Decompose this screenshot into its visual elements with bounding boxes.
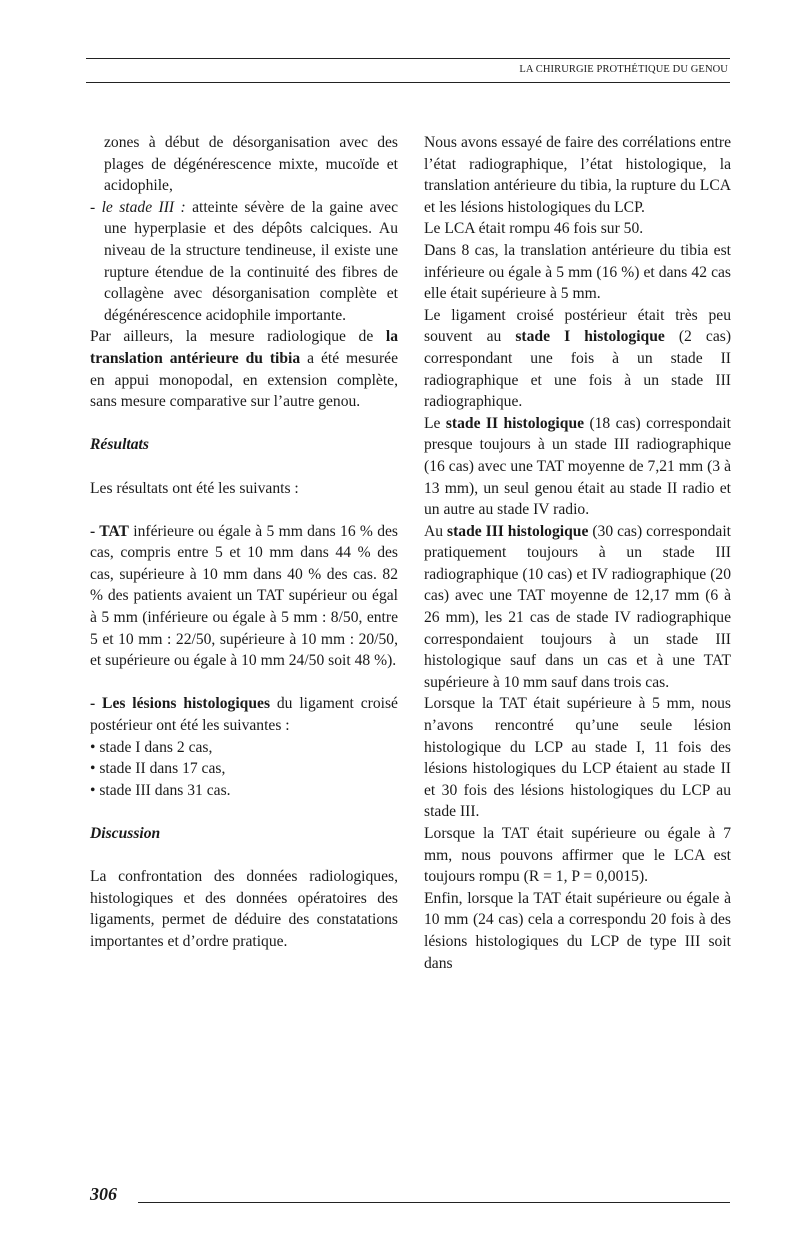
left-column bbox=[90, 132, 398, 953]
paragraph-discussion: La confrontation des données radiologiques, histologiques et des données opératoires des ligaments, permet de déduire des constatations importantes et d’ordre pratique. bbox=[90, 868, 398, 950]
paragraph-tat-measure: Par ailleurs, la mesure radiologique de la translation antérieure du tibia a été mesurée en appui monopodal, en extension complète, sans mesure comparative sur l’autre genou. bbox=[90, 328, 399, 411]
paragraph-stade-ii: Le stade II histologique (18 cas) correspondait presque toujours à un stade III radiographique (16 cas) avec une TAT moyenne de 7,21 mm (3 à 13 mm), un seul genou était au stade II radio et un autre au stade IV radio. bbox=[424, 414, 731, 519]
running-header: LA CHIRURGIE PROTHÉTIQUE DU GENOU bbox=[519, 64, 728, 75]
paragraph-tat-cases: Dans 8 cas, la translation antérieure du tibia est inférieure ou égale à 5 mm (16 %) et dans 42 cas elle était supérieure à 5 mm. bbox=[424, 241, 731, 303]
page-number: 306 bbox=[90, 1184, 117, 1204]
stade-ii-term: stade II histologique bbox=[445, 414, 585, 432]
stade-iii-term: stade III histologique bbox=[447, 522, 589, 540]
footer-rule bbox=[138, 1202, 730, 1203]
heading-results: Résultats bbox=[90, 436, 149, 454]
paragraph-tat-5mm: Lorsque la TAT était supérieure à 5 mm, nous n’avons rencontré qu’une seule lésion histologique du LCP au stade I, 11 fois des lésions histologiques du LCP étaient au stade II et 30 fois des lésions histologiques du LCP au stade III. bbox=[424, 695, 731, 821]
paragraph-stade-i: Le ligament croisé postérieur était très peu souvent au stade I histologique (2 cas) correspondant une fois à un stade II radiographique et une fois à un stade III radiographique. bbox=[424, 306, 732, 411]
paragraph-tat-7mm: Lorsque la TAT était supérieure ou égale à 7 mm, nous pouvons affirmer que le LCA est toujours rompu (R = 1, P = 0,0015). bbox=[424, 825, 731, 886]
paragraph-stade-iii-histo: Au stade III histologique (30 cas) correspondait pratiquement toujours à un stade III radiographique (10 cas) et IV radiographique (20 cas) avec une TAT moyenne de 12,17 mm (6 à 26 mm), les 21 cas de stade IV radiographique correspondaient toujours à un stade III histologique sauf dans un cas et à une TAT supérieure à 10 mm sauf dans trois cas. bbox=[424, 522, 731, 691]
paragraph-tat-10mm: Enfin, lorsque la TAT était supérieure ou égale à 10 mm (24 cas) cela a correspondu 20 fois à des lésions histologiques du LCP de type III soit dans bbox=[424, 889, 731, 972]
stade-iii-label: le stade III : bbox=[101, 198, 186, 216]
heading-discussion: Discussion bbox=[90, 825, 161, 842]
list-item: • stade I dans 2 cas, bbox=[90, 738, 213, 756]
right-column bbox=[424, 132, 731, 974]
paragraph-lesions: - Les lésions histologiques du ligament croisé postérieur ont été les suivantes : bbox=[90, 695, 398, 735]
stade-i-term: stade I histologique bbox=[515, 328, 665, 346]
lesions-label: - Les lésions histologiques bbox=[90, 695, 271, 713]
results-intro: Les résultats ont été les suivants : bbox=[90, 479, 299, 497]
paragraph-correlations: Nous avons essayé de faire des corrélations entre l’état radiographique, l’état histologique, la translation antérieure du tibia, la rupture du LCA et les lésions histologiques du LCP. bbox=[424, 134, 731, 216]
paragraph-stade-ii-end: zones à début de désorganisation avec des plages de dégénérescence mixte, mucoïde et acidophile, bbox=[104, 134, 398, 195]
header-rule-top bbox=[86, 58, 730, 59]
tat-term: la translation antérieure du tibia bbox=[90, 328, 398, 367]
paragraph-stade-iii: - le stade III : atteinte sévère de la gaine avec une hyperplasie et des dépôts calciques. Au niveau de la structure tendineuse, il existe une rupture étendue de la continuité des fibres de collagène avec désorganisation complète et dégénérescence acidophile importante. bbox=[90, 198, 399, 324]
paragraph-lca-rupture: Le LCA était rompu 46 fois sur 50. bbox=[424, 220, 644, 238]
paragraph-tat-results: - TAT inférieure ou égale à 5 mm dans 16 % des cas, compris entre 5 et 10 mm dans 44 % des cas, supérieure à 10 mm dans 40 % des cas. 82 % des patients avaient un TAT supérieur ou égal à 5 mm (inférieure ou égale à 5 mm : 8/50, entre 5 et 10 mm : 22/50, supérieure à 10 mm : 20/50, et supérieure ou égale à 10 mm 24/50 soit 48 %). bbox=[90, 522, 398, 670]
list-item: • stade II dans 17 cas, bbox=[90, 760, 226, 778]
header-rule-bottom bbox=[86, 82, 730, 83]
list-item: • stade III dans 31 cas. bbox=[90, 781, 231, 799]
tat-label: - TAT bbox=[90, 522, 129, 540]
